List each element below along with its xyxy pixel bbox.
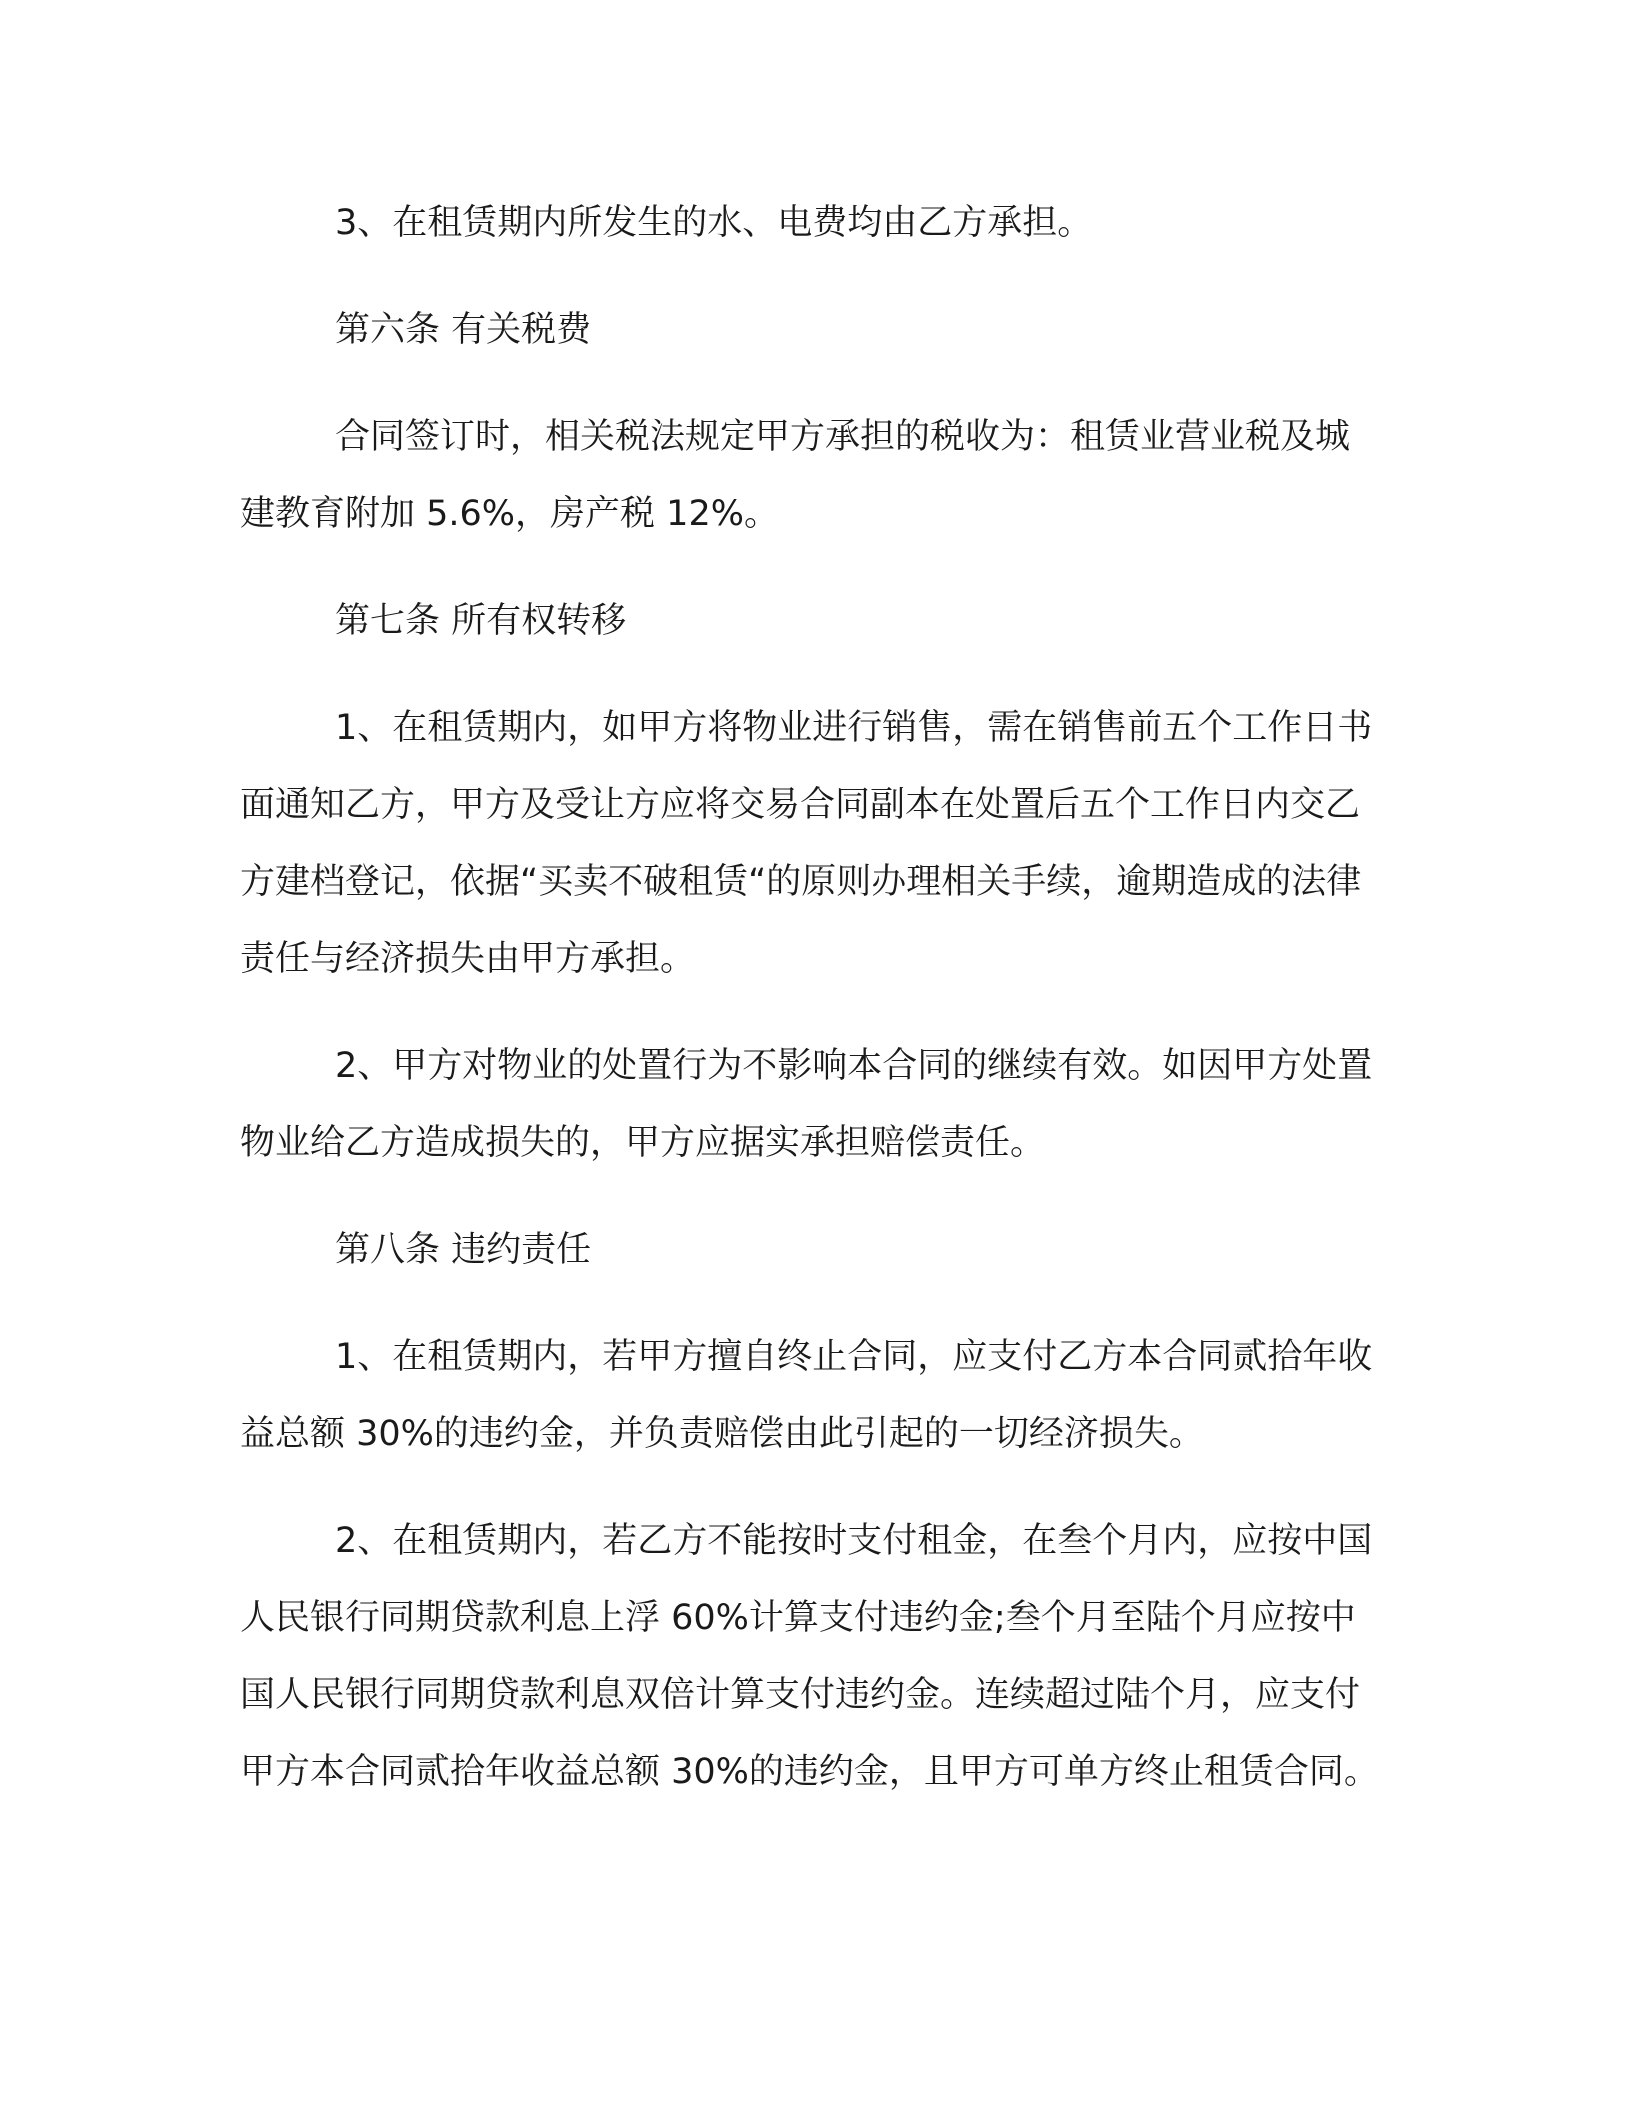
- article-7-item-2: 2、甲方对物业的处置行为不影响本合同的继续有效。如因甲方处置物业给乙方造成损失的，甲方应据实承担赔偿责任。: [240, 1046, 1373, 1163]
- article-6-heading: 第六条 有关税费: [335, 310, 592, 350]
- document-body: [240, 185, 1380, 1811]
- article-8-item-1: 1、在租赁期内，若甲方擅自终止合同，应支付乙方本合同贰拾年收益总额 30%的违约金，并负责赔偿由此引起的一切经济损失。: [240, 1337, 1373, 1454]
- clause-5-item-3: 3、在租赁期内所发生的水、电费均由乙方承担。: [335, 203, 1093, 243]
- article-6-text: 合同签订时，相关税法规定甲方承担的税收为：租赁业营业税及城建教育附加 5.6%，房产税 12%。: [240, 417, 1351, 534]
- article-8-item-2: 2、在租赁期内，若乙方不能按时支付租金，在叁个月内，应按中国人民银行同期贷款利息上浮 60%计算支付违约金;叁个月至陆个月应按中国人民银行同期贷款利息双倍计算支付违约金。连续超过陆个月，应支付甲方本合同贰拾年收益总额 30%的违约金，且甲方可单方终止租赁合同。: [240, 1521, 1379, 1792]
- article-7-item-1: 1、在租赁期内，如甲方将物业进行销售，需在销售前五个工作日书面通知乙方，甲方及受让方应将交易合同副本在处置后五个工作日内交乙方建档登记，依据“买卖不破租赁“的原则办理相关手续，逾期造成的法律责任与经济损失由甲方承担。: [240, 708, 1373, 979]
- article-8-heading: 第八条 违约责任: [335, 1230, 592, 1270]
- article-7-heading: 第七条 所有权转移: [335, 601, 627, 641]
